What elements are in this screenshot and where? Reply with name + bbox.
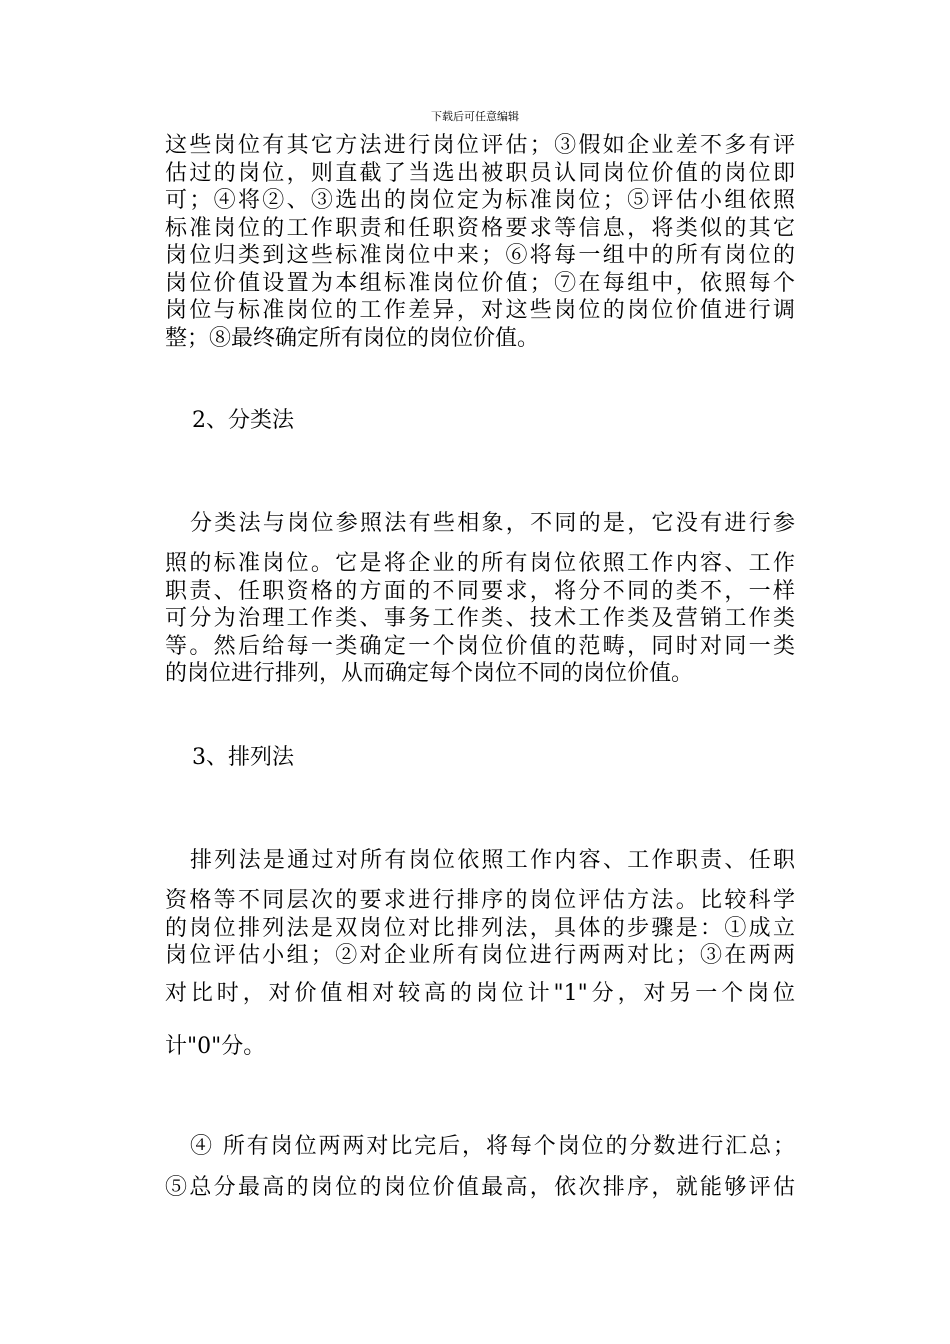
paragraph-line: ④ 所有岗位两两对比完后，将每个岗位的分数进行汇总； [190,1134,795,1159]
paragraph-line: 岗位评估小组；②对企业所有岗位进行两两对比；③在两两 [165,943,795,968]
paragraph-line: 可分为治理工作类、事务工作类、技术工作类及营销工作类 [165,606,795,631]
paragraph-line: 资格等不同层次的要求进行排序的岗位评估方法。比较科学 [165,888,795,913]
section-heading-ranking: 3、排列法 [192,745,294,770]
section-heading-classification: 2、分类法 [192,408,294,433]
paragraph-3-first-line [190,847,795,875]
paragraph-line: 等。然后给每一类确定一个岗位价值的范畴，同时对同一类 [165,633,795,659]
paragraph-line: 岗位与标准岗位的工作差异，对这些岗位的岗位价值进行调 [165,298,795,323]
paragraph-line: 估过的岗位，则直截了当选出被职员认同岗位价值的岗位即 [165,160,795,186]
paragraph-4 [165,1174,795,1202]
paragraph-1 [165,132,795,352]
paragraph-line: 对比时，对价值相对较高的岗位计"1"分，对另一个岗位 [165,981,795,1006]
paragraph-line: 的岗位进行排列，从而确定每个岗位不同的岗位价值。 [165,661,694,686]
paragraph-line: 的岗位排列法是双岗位对比排列法，具体的步骤是：①成立 [165,915,795,941]
paragraph-line: 标准岗位的工作职责和任职资格要求等信息，将类似的其它 [165,215,795,241]
paragraph-line: ⑤总分最高的岗位的岗位价值最高，依次排序，就能够评估 [165,1175,795,1200]
paragraph-3 [165,887,795,970]
page-header: 下载后可任意编辑 [431,110,519,123]
paragraph-line: 岗位价值设置为本组标准岗位价值；⑦在每组中，依照每个 [165,270,795,296]
paragraph-line: 可；④将②、③选出的岗位定为标准岗位；⑤评估小组依照 [165,188,795,213]
paragraph-line: 分类法与岗位参照法有些相象，不同的是，它没有进行参 [190,511,795,536]
paragraph-line: 计"0"分。 [165,1034,266,1059]
paragraph-line: 排列法是通过对所有岗位依照工作内容、工作职责、任职 [190,848,795,873]
paragraph-2-first-line [190,510,795,538]
paragraph-3-line-5 [165,1033,795,1061]
paragraph-line: 照的标准岗位。它是将企业的所有岗位依照工作内容、工作 [165,551,795,576]
paragraph-line: 岗位归类到这些标准岗位中来；⑥将每一组中的所有岗位的 [165,243,795,268]
paragraph-line: 职责、任职资格的方面的不同要求，将分不同的类不，一样 [165,578,795,604]
paragraph-4-first-line [190,1133,795,1161]
paragraph-3-line-4 [165,980,795,1008]
paragraph-line: 整；⑧最终确定所有岗位的岗位价值。 [165,325,540,351]
paragraph-line: 这些岗位有其它方法进行岗位评估；③假如企业差不多有评 [165,133,795,158]
paragraph-2 [165,550,795,688]
